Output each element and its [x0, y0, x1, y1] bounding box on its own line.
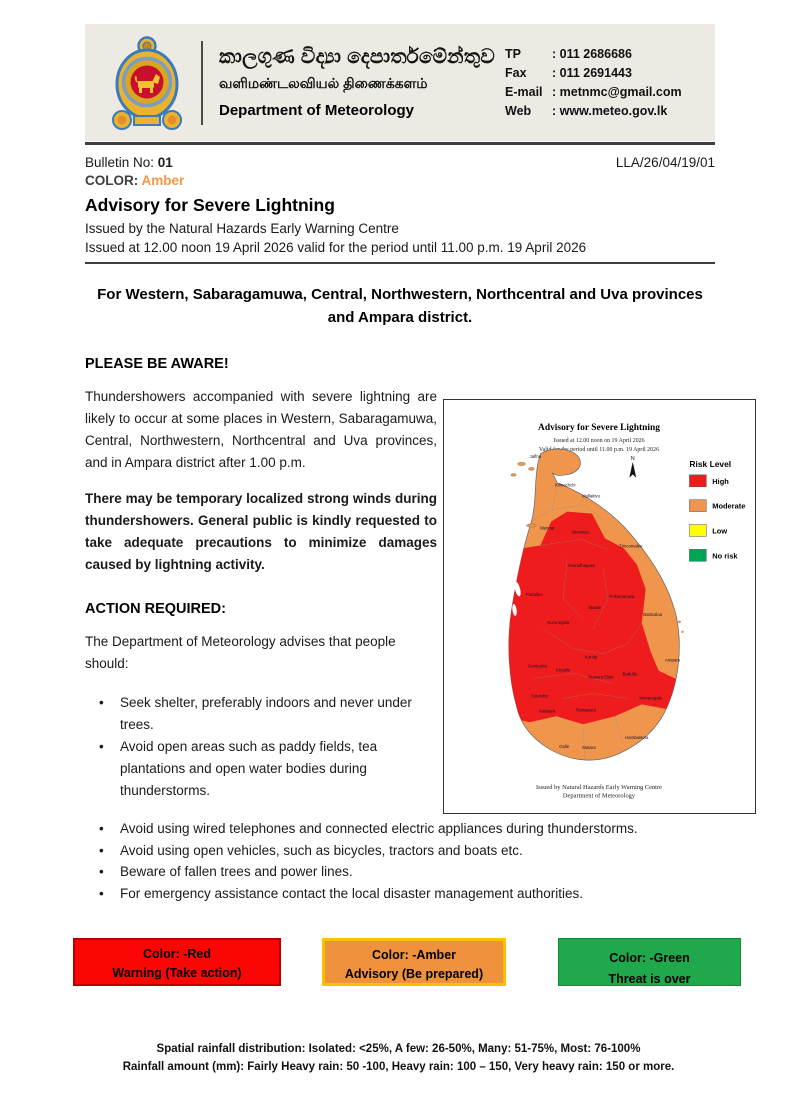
district-label-mannar: Mannar — [540, 525, 555, 531]
contact-tp-value: : 011 2686686 — [552, 46, 632, 61]
district-label-kurunegala: Kurunegala — [547, 619, 570, 625]
action-bullets-wide — [85, 818, 742, 904]
legend-label-norisk: No risk — [712, 551, 738, 561]
footer-line-2: Rainfall amount (mm): Fairly Heavy rain: 50 -100, Heavy rain: 100 – 150, Very heavy rain: 150 or more. — [122, 1061, 675, 1073]
contact-email-value: : metnmc@gmail.com — [552, 84, 682, 99]
district-label-gampaha: Gampaha — [528, 663, 547, 669]
legend-title: Risk Level — [689, 458, 732, 469]
district-label-kegalle: Kegalle — [556, 667, 571, 673]
emblem-icon — [107, 34, 187, 132]
list-item: • Beware of fallen trees and power lines. — [85, 861, 742, 883]
district-label-jaffna: Jaffna — [529, 453, 542, 459]
risk-map-panel — [443, 399, 756, 814]
org-name-tamil: வளிமண்டலவியல் திணைக்களம் — [219, 75, 428, 91]
map-caption-1: Issued by Natural Hazards Early Warning Centre — [536, 783, 662, 791]
district-label-vavuniya: Vavuniya — [571, 529, 589, 535]
status-box-amber-line1: Color: -Amber — [371, 948, 457, 962]
contact-fax-label: Fax — [505, 65, 527, 80]
org-names — [219, 46, 505, 119]
status-box-red-line1: Color: -Red — [142, 947, 212, 961]
district-label-batticaloa: Batticaloa — [643, 611, 663, 617]
contact-tp — [505, 45, 703, 64]
bulletin-color: COLOR: Amber — [85, 173, 185, 188]
status-color-key — [73, 938, 741, 986]
contact-fax-value: : 011 2691443 — [552, 65, 632, 80]
status-box-green-line1: Color: -Green — [609, 951, 690, 965]
main-content — [85, 386, 756, 814]
action-required-heading: ACTION REQUIRED: — [85, 601, 226, 617]
map-subtitle-1: Issued at 12.00 noon on 19 April 2026 — [553, 438, 645, 445]
legend-swatch-norisk — [689, 549, 706, 561]
status-box-green-line2: Threat is over — [608, 972, 691, 986]
list-item: • For emergency assistance contact the local disaster management authorities. — [85, 883, 742, 905]
advisory-text-column — [85, 386, 437, 802]
header-rule — [85, 142, 715, 145]
district-label-polonnaruwa: Polonnaruwa — [609, 594, 635, 600]
sri-lanka-risk-map — [444, 400, 755, 808]
status-box-red-line2: Warning (Take action) — [112, 966, 242, 980]
district-label-mullaitivu: Mullaitivu — [582, 493, 600, 499]
contact-fax — [505, 64, 703, 83]
district-label-matara: Matara — [582, 745, 596, 751]
advisory-paragraph-2: There may be temporary localized strong winds during thundershowers. General public is kindly requested to take adequate precautions to minimize damages caused by lightning activity. — [85, 491, 437, 572]
org-name-english: Department of Meteorology — [219, 102, 415, 119]
footer-line-1: Spatial rainfall distribution: Isolated: <25%, A few: 26-50%, Many: 51-75%, Most: 76-100% — [156, 1043, 641, 1055]
status-box-red — [73, 938, 281, 986]
district-label-ratnapura: Ratnapura — [576, 707, 597, 713]
contact-email-label: E-mail — [505, 84, 543, 99]
status-box-amber — [322, 938, 506, 986]
footer-notes — [0, 1040, 797, 1076]
list-item: • Avoid using open vehicles, such as bicycles, tractors and boats etc. — [85, 840, 742, 862]
legend-label-high: High — [712, 476, 729, 486]
map-title: Advisory for Severe Lightning — [538, 423, 660, 434]
north-arrow-icon — [629, 456, 636, 478]
aware-heading: PLEASE BE AWARE! — [85, 356, 229, 372]
district-label-anuradhapura: Anuradhapura — [567, 563, 595, 569]
region-heading: For Western, Sabaragamuwa, Central, Northwestern, Northcentral and Uva provinces and Ampara district. — [97, 286, 703, 326]
district-label-monaragala: Monaragala — [639, 695, 662, 701]
district-label-puttalam: Puttalam — [525, 592, 543, 598]
district-label-kandy: Kandy — [584, 654, 598, 660]
color-value: Amber — [141, 173, 185, 188]
bulletin-number: Bulletin No: 01 — [85, 155, 173, 170]
advisory-paragraph-1: Thundershowers accompanied with severe lightning are likely to occur at some places in Western, Sabaragamuwa, Central, Northwestern, Northcentral and Uva provinces, and in Ampara district after 1.00 p.m. — [85, 389, 437, 470]
contact-block — [505, 45, 703, 121]
contact-tp-label: TP — [505, 46, 521, 61]
contact-web-value: : www.meteo.gov.lk — [552, 103, 668, 118]
contact-web-label: Web — [505, 103, 532, 118]
status-box-green — [558, 938, 741, 986]
org-name-sinhala: කාලගුණ විද්‍යා දෙපාර්තමේන්තුව — [219, 46, 496, 68]
action-intro: The Department of Meteorology advises that people should: — [85, 634, 396, 671]
contact-web — [505, 102, 703, 121]
list-item: • Avoid open areas such as paddy fields, tea plantations and open water bodies during thunderstorms. — [85, 736, 437, 802]
sri-lanka-emblem-logo — [107, 34, 187, 132]
legend-label-low: Low — [712, 526, 728, 536]
legend-swatch-moderate — [689, 500, 706, 512]
map-caption-2: Department of Meteorology — [562, 792, 636, 800]
legend-swatch-low — [689, 525, 706, 537]
map-subtitle-2: Valid for the period until 11.00 p.m. 19 April 2026 — [538, 446, 660, 453]
district-label-nuwara-eliya: Nuwara Eliya — [588, 674, 614, 680]
svg-text:N: N — [630, 455, 635, 462]
status-box-amber-line2: Advisory (Be prepared) — [344, 967, 484, 981]
district-label-badulla: Badulla — [622, 671, 637, 677]
district-label-kilinochchi: Kilinochchi — [555, 482, 576, 488]
bulletin-reference: LLA/26/04/19/01 — [615, 155, 715, 170]
district-label-hambantota: Hambantota — [625, 735, 649, 741]
issued-at-line: Issued at 12.00 noon 19 April 2026 valid for the period until 11.00 p.m. 19 April 2026 — [85, 240, 587, 255]
action-bullets-narrow — [85, 692, 437, 802]
list-item: • Seek shelter, preferably indoors and never under trees. — [85, 692, 437, 736]
contact-email — [505, 83, 703, 102]
issued-by-line: Issued by the Natural Hazards Early Warning Centre — [85, 221, 399, 236]
district-label-ampara: Ampara — [665, 657, 680, 663]
list-item: • Avoid using wired telephones and connected electric appliances during thunderstorms. — [85, 818, 742, 840]
document-title: Advisory for Severe Lightning — [85, 195, 335, 215]
section-rule — [85, 262, 715, 264]
header-divider — [201, 41, 203, 125]
district-label-kalutara: Kalutara — [539, 708, 556, 714]
bulletin-meta — [85, 155, 715, 255]
district-label-matale: Matale — [588, 604, 602, 610]
legend-swatch-high — [689, 475, 706, 487]
risk-legend — [689, 459, 745, 561]
letterhead — [85, 24, 715, 141]
district-label-galle: Galle — [559, 744, 570, 750]
district-label-trincomalee: Trincomalee — [619, 543, 643, 549]
district-label-colombo: Colombo — [530, 693, 548, 699]
legend-label-moderate: Moderate — [712, 501, 746, 511]
